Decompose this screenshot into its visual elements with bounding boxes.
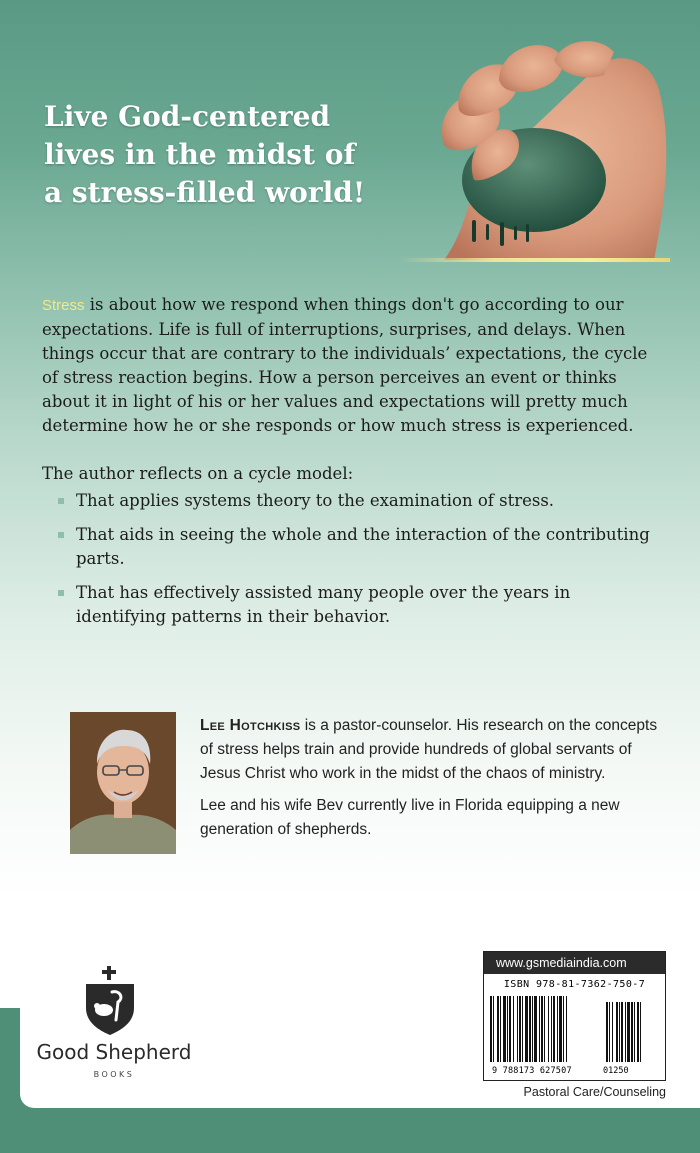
barcode-digits-main: 9 788173 627507 <box>492 1066 572 1076</box>
bullet-text: That has effectively assisted many people over the years in identifying patterns in their behavior. <box>76 583 571 626</box>
cycle-model-bullets <box>58 489 662 639</box>
barcode-digits-addon: 01250 <box>603 1066 629 1076</box>
good-shepherd-logo-icon <box>82 966 138 1036</box>
publisher-url: www.gsmediaindia.com <box>484 952 665 974</box>
fist-stress-ball-illustration <box>404 30 674 270</box>
square-bullet-icon <box>58 590 64 596</box>
gold-divider <box>400 258 670 262</box>
headline-line-2: lives in the midst of <box>44 138 356 171</box>
author-bio-text: is a pastor-counselor. His research on the concepts of stress helps train and provide hundreds of global servants of Jesus Christ who work in the midst of the chaos of ministry. <box>200 717 658 782</box>
bullet-item <box>58 489 662 513</box>
isbn-text: ISBN 978-81-7362-750-7 <box>503 979 646 990</box>
bullet-text: That applies systems theory to the examination of stress. <box>76 491 555 510</box>
bullet-text: That aids in seeing the whole and the interaction of the contributing parts. <box>76 525 650 568</box>
headline <box>44 98 374 212</box>
publisher-sub: BOOKS <box>93 1070 135 1079</box>
bullet-item <box>58 581 662 629</box>
author-name: Lee Hotchkiss <box>200 717 301 734</box>
square-bullet-icon <box>58 532 64 538</box>
barcode-box <box>483 951 666 1081</box>
publisher-name: Good Shepherd <box>36 1040 192 1064</box>
category-label: Pastoral Care/Counseling <box>523 1085 666 1099</box>
author-bio-paragraph-2: Lee and his wife Bev currently live in Florida equipping a new generation of shepherds. <box>200 797 620 838</box>
square-bullet-icon <box>58 498 64 504</box>
author-bio-paragraph-1 <box>200 714 666 786</box>
author-bio <box>200 714 666 850</box>
bullet-item <box>58 523 662 571</box>
headline-line-1: Live God-centered <box>44 100 331 133</box>
headline-line-3: a stress-filled world! <box>44 176 366 209</box>
description-paragraph <box>42 293 666 438</box>
cycle-model-intro: The author reflects on a cycle model: <box>42 464 354 483</box>
author-photo <box>70 712 176 854</box>
description-text: is about how we respond when things don't go according to our expectations. Life is full of interruptions, surprises, and delays. When things occur that are contrary to the individuals’ expectations, the cycle of stress reaction begins. How a person perceives an event or thinks about it in light of his or her values and expectations will pretty much determine how he or she responds or how much stress is experienced. <box>42 295 648 435</box>
barcode-image <box>490 996 660 1064</box>
stress-lead-word: Stress <box>42 297 85 314</box>
